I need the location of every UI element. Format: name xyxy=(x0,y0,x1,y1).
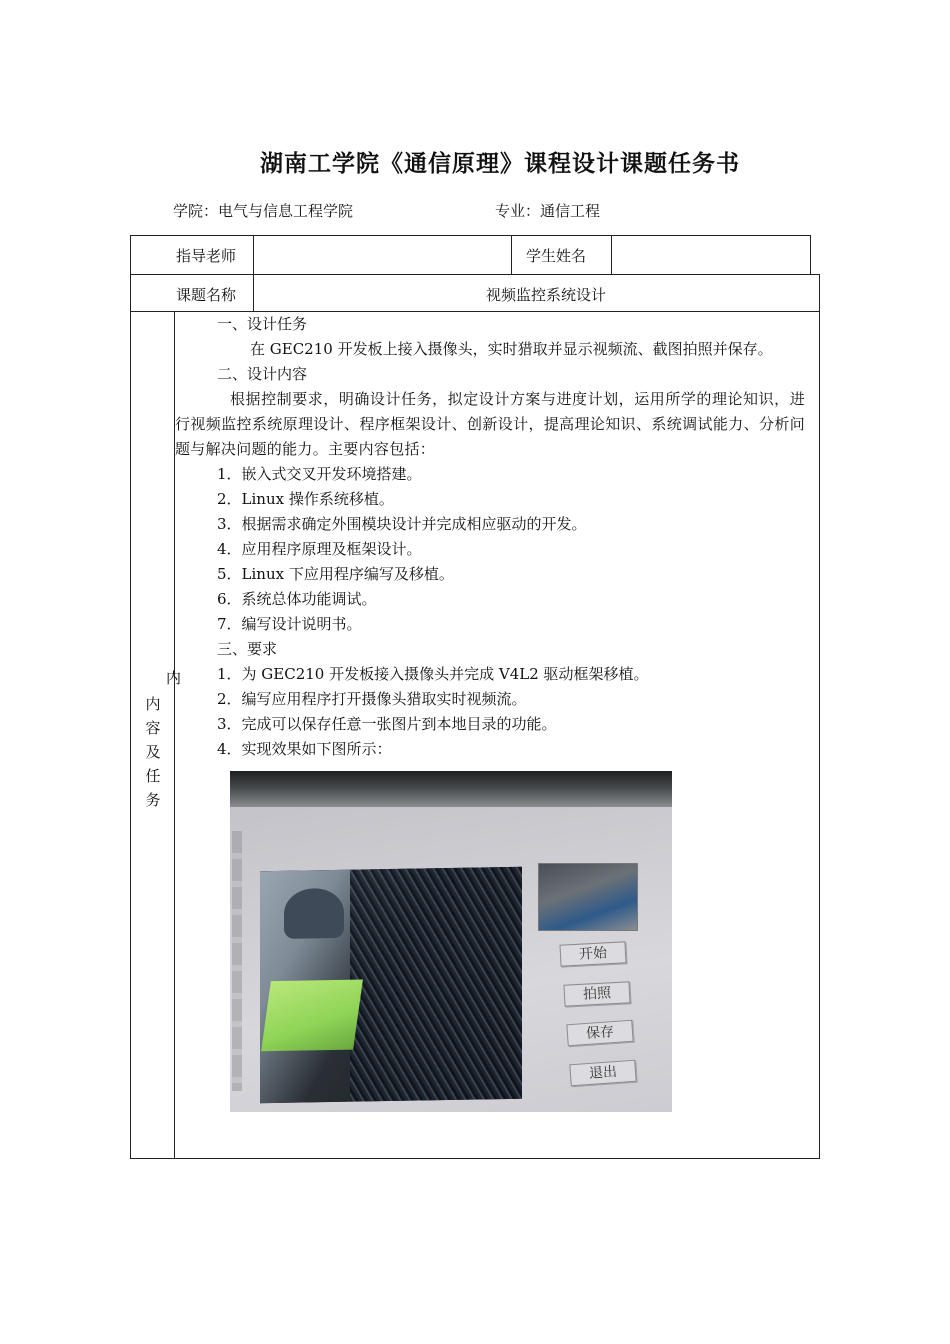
list-item: 4．应用程序原理及框架设计。 xyxy=(217,540,422,558)
list-item: 3．根据需求确定外围模块设计并完成相应驱动的开发。 xyxy=(217,515,587,533)
requirement-item: 4．实现效果如下图所示： xyxy=(217,740,392,758)
monitor-bezel xyxy=(230,771,672,807)
heading-content: 二、设计内容 xyxy=(217,365,308,383)
requirement-item: 3．完成可以保存任意一张图片到本地目录的功能。 xyxy=(217,715,557,733)
topic-value: 视频监控系统设计 xyxy=(486,286,607,304)
heading-requirements: 三、要求 xyxy=(217,640,278,658)
advisor-label: 指导老师 xyxy=(176,247,237,265)
requirement-item: 1．为 GEC210 开发板接入摄像头并完成 V4L2 驱动框架移植。 xyxy=(217,665,649,683)
save-button: 保存 xyxy=(566,1020,633,1047)
list-item: 2．Linux 操作系统移植。 xyxy=(217,490,394,508)
intro-paragraph: 根据控制要求，明确设计任务，拟定设计方案与进度计划，运用所学的理论知识，进行视频监控系统原理设计、程序框架设计、创新设计，提高理论知识、系统调试能力、分析问题与解决问题的能力。主要内容包括： xyxy=(175,390,805,458)
section-label: 内 容 及 任 务 xyxy=(145,695,161,809)
section-label-stray: 内 xyxy=(166,669,182,687)
list-item: 6．系统总体功能调试。 xyxy=(217,590,377,608)
video-feed xyxy=(260,867,522,1104)
capture-button: 拍照 xyxy=(563,981,630,1006)
student-label: 学生姓名 xyxy=(526,247,587,265)
list-item: 1．嵌入式交叉开发环境搭建。 xyxy=(217,465,422,483)
start-button: 开始 xyxy=(559,941,626,966)
content-body xyxy=(175,312,815,762)
college-field: 学院：电气与信息工程学院 xyxy=(173,202,354,220)
document-title: 湖南工学院《通信原理》课程设计课题任务书 xyxy=(260,150,740,177)
requirement-item: 2．编写应用程序打开摄像头猎取实时视频流。 xyxy=(217,690,527,708)
task-text: 在 GEC210 开发板上接入摄像头，实时猎取并显示视频流、截图拍照并保存。 xyxy=(250,340,773,358)
topic-label: 课题名称 xyxy=(176,286,237,304)
result-photo xyxy=(230,771,672,1112)
list-item: 7．编写设计说明书。 xyxy=(217,615,362,633)
exit-button: 退出 xyxy=(569,1060,636,1087)
heading-task: 一、设计任务 xyxy=(217,315,308,333)
snapshot-thumbnail xyxy=(538,863,638,931)
major-field: 专业：通信工程 xyxy=(495,202,601,220)
list-item: 5．Linux 下应用程序编写及移植。 xyxy=(217,565,454,583)
